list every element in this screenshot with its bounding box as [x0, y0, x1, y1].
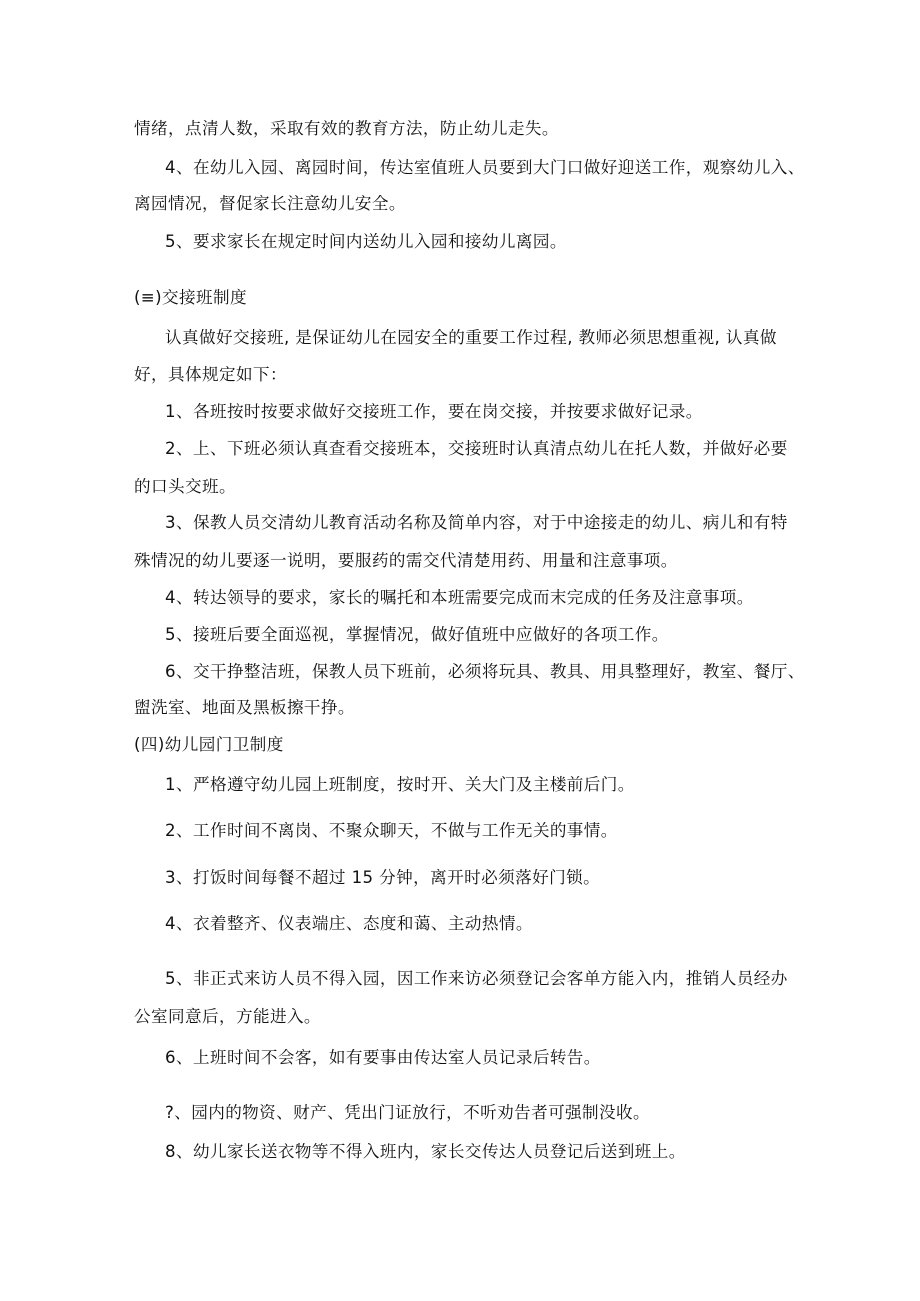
list-item: 3、保教人员交清幼儿教育活动名称及简单内容，对于中途接走的幼儿、病儿和有特 — [165, 513, 788, 532]
text-line: 盥洗室、地面及黑板擦干挣。 — [134, 698, 355, 717]
text-line: 的口头交班。 — [134, 477, 236, 496]
list-item: 3、打饭时间每餐不超过 15 分钟，离开时必须落好门锁。 — [165, 868, 601, 887]
list-item: 5、非正式来访人员不得入园，因工作来访必须登记会客单方能入内，推销人员经办 — [165, 969, 788, 988]
list-item: 4、转达领导的要求，家长的嘱托和本班需要完成而末完成的任务及注意事项。 — [165, 588, 754, 607]
text-line: 公室同意后，方能进入。 — [134, 1007, 321, 1026]
list-item: 2、工作时间不离岗、不聚众聊天，不做与工作无关的事情。 — [165, 821, 618, 840]
text-line: 殊情况的幼儿要逐一说明，要服药的需交代清楚用药、用量和注意事项。 — [134, 551, 678, 570]
list-item: 1、严格遵守幼儿园上班制度，按时开、关大门及主楼前后门。 — [165, 775, 635, 794]
text-line: 认真做好交接班, 是保证幼儿在园安全的重要工作过程, 教师必须思想重视, 认真做 — [165, 328, 777, 347]
list-item: 4、在幼儿入园、离园时间，传达室值班人员要到大门口做好迎送工作，观察幼儿入、 — [165, 158, 805, 177]
list-item: 5、要求家长在规定时间内送幼儿入园和接幼儿离园。 — [165, 232, 567, 251]
list-item: 4、衣着整齐、仪表端庄、态度和蔼、主动热情。 — [165, 914, 533, 933]
list-item: 6、上班时间不会客，如有要事由传达室人员记录后转告。 — [165, 1048, 601, 1067]
list-item: ?、园内的物资、财产、凭出门证放行，不听劝告者可强制没收。 — [165, 1103, 651, 1122]
list-item: 2、上、下班必须认真查看交接班本，交接班时认真清点幼儿在托人数，并做好必要 — [165, 439, 788, 458]
list-item: 5、接班后要全面巡视，掌握情况，做好值班中应做好的各项工作。 — [165, 625, 669, 644]
section-heading: (四)幼儿园门卫制度 — [134, 735, 284, 754]
list-item: 8、幼儿家长送衣物等不得入班内，家长交传达人员登记后送到班上。 — [165, 1142, 686, 1161]
text-line: 好，具体规定如下： — [134, 365, 287, 384]
text-line: 情绪，点清人数，采取有效的教育方法，防止幼儿走失。 — [134, 119, 559, 138]
text-line: 离园情况，督促家长注意幼儿安全。 — [134, 194, 406, 213]
list-item: 6、交干挣整洁班，保教人员下班前，必须将玩具、教具、用具整理好，教室、餐厅、 — [165, 662, 805, 681]
section-heading: (≡)交接班制度 — [134, 288, 248, 307]
list-item: 1、各班按时按要求做好交接班工作，要在岗交接，并按要求做好记录。 — [165, 402, 703, 421]
